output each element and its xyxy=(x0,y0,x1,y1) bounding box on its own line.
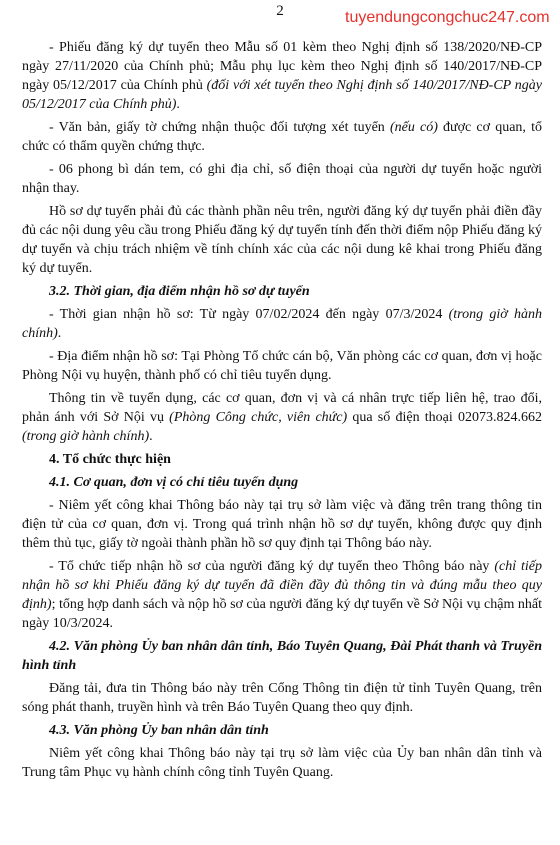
paragraph-dossier-requirements: Hồ sơ dự tuyển phải đủ các thành phần nêu trên, người đăng ký dự tuyển phải điền đầy đủ các nội dung yêu cầu trong Phiếu đăng ký dự tuyển tính đến thời điểm nộp Phiếu đăng ký dự tuyển và chịu trách nhiệm về tính chính xác của các nội dung kê khai trong Phiếu đăng ký dự tuyển. xyxy=(22,204,542,276)
paragraph-receive-dossiers: - Tổ chức tiếp nhận hồ sơ của người đăng ký dự tuyển theo Thông báo này (chỉ tiếp nhận hồ sơ khi Phiếu đăng ký dự tuyển đã điền đầy đủ thông tin và đúng mẫu theo quy định); tổng hợp danh sách và nộp hồ sơ của người đăng ký dự tuyển về Sở Nội vụ chậm nhất ngày 10/3/2024. xyxy=(22,559,542,631)
paragraph-publish-news: Đăng tải, đưa tin Thông báo này trên Cổng Thông tin điện tử tỉnh Tuyên Quang, trên sóng phát thanh, truyền hình và trên Báo Tuyên Quang theo quy định. xyxy=(22,681,542,715)
paragraph-contact-info: Thông tin về tuyển dụng, các cơ quan, đơn vị và cá nhân trực tiếp liên hệ, trao đổi, phản ánh với Sở Nội vụ (Phòng Công chức, viên chức) qua số điện thoại 02073.824.662 (trong giờ hành chính). xyxy=(22,391,542,444)
watermark-text: tuyendungcongchuc247.com xyxy=(345,9,550,26)
heading-4: 4. Tổ chức thực hiện xyxy=(49,452,171,467)
heading-4-1: 4.1. Cơ quan, đơn vị có chỉ tiêu tuyển dụng xyxy=(49,475,299,490)
document-body xyxy=(22,38,542,786)
paragraph-receiving-location: - Địa điểm nhận hồ sơ: Tại Phòng Tổ chức cán bộ, Văn phòng các cơ quan, đơn vị hoặc Phòng Nội vụ huyện, thành phố có chỉ tiêu tuyển dụng. xyxy=(22,349,542,383)
paragraph-public-posting: - Niêm yết công khai Thông báo này tại trụ sở làm việc và đăng trên trang thông tin điện tử của cơ quan, đơn vị. Trong quá trình nhận hồ sơ dự tuyển, không được quy định thêm thủ tục, giấy tờ ngoài thành phần hồ sơ quy định tại Thông báo này. xyxy=(22,498,542,551)
paragraph-envelopes: - 06 phong bì dán tem, có ghi địa chỉ, số điện thoại của người dự tuyển hoặc người nhận thay. xyxy=(22,162,542,196)
heading-4-3: 4.3. Văn phòng Ủy ban nhân dân tỉnh xyxy=(49,723,269,738)
paragraph-priority-documents: - Văn bản, giấy tờ chứng nhận thuộc đối tượng xét tuyển (nếu có) được cơ quan, tổ chức có thẩm quyền chứng thực. xyxy=(22,120,542,154)
heading-3-2: 3.2. Thời gian, địa điểm nhận hồ sơ dự tuyển xyxy=(49,284,310,299)
paragraph-receiving-time: - Thời gian nhận hồ sơ: Từ ngày 07/02/2024 đến ngày 07/3/2024 (trong giờ hành chính). xyxy=(22,307,543,341)
paragraph-office-posting: Niêm yết công khai Thông báo này tại trụ sở làm việc của Ủy ban nhân dân tỉnh và Trung tâm Phục vụ hành chính công tỉnh Tuyên Quang. xyxy=(22,746,542,780)
paragraph-registration-form: - Phiếu đăng ký dự tuyển theo Mẫu số 01 kèm theo Nghị định số 138/2020/NĐ-CP ngày 27/11/2020 của Chính phủ; Mẫu phụ lục kèm theo Nghị định số 140/2017/NĐ-CP ngày 05/12/2017 của Chính phủ (đối với xét tuyển theo Nghị định số 140/2017/NĐ-CP ngày 05/12/2017 của Chính phủ). xyxy=(22,40,542,112)
page-number: 2 xyxy=(276,3,284,19)
heading-4-2: 4.2. Văn phòng Ủy ban nhân dân tỉnh, Báo Tuyên Quang, Đài Phát thanh và Truyền hình tỉnh xyxy=(22,639,542,673)
